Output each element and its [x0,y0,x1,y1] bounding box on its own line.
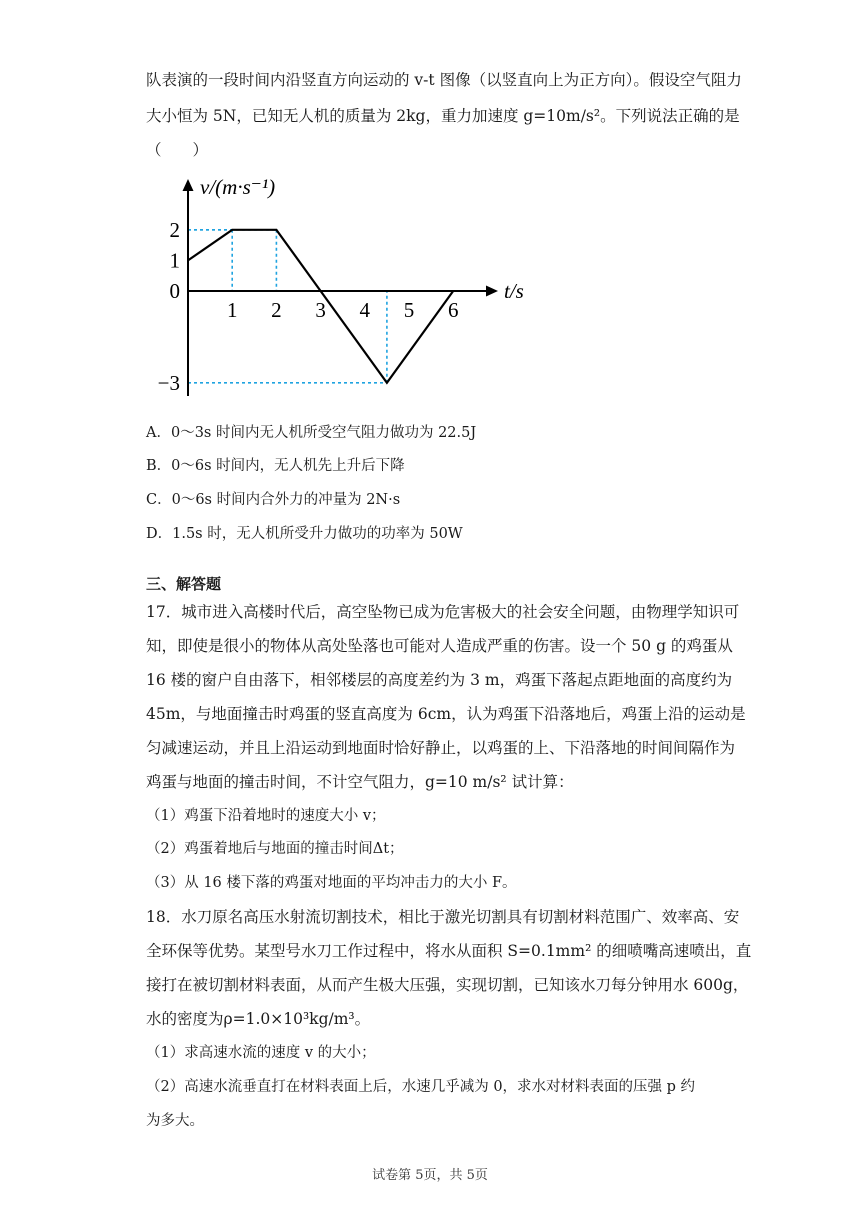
q18-part-1: （1）求高速水流的速度 v 的大小； [146,1045,376,1061]
q17-line-3: 16 楼的窗户自由落下，相邻楼层的高度差约为 3 m，鸡蛋下落起点距地面的高度约为 [146,671,733,689]
q18-line-2: 全环保等优势。某型号水刀工作过程中，将水从面积 S=0.1mm² 的细喷嘴高速喷出，直 [146,942,752,960]
y-axis-arrow [183,179,194,191]
q16-option-c: C．0～6s 时间内合外力的冲量为 2N·s [146,492,401,508]
q16-option-d: D．1.5s 时，无人机所受升力做功的功率为 50W [146,526,463,542]
q17-line-5: 匀减速运动，并且上沿运动到地面时恰好静止，以鸡蛋的上、下沿落地的时间间隔作为 [146,739,736,757]
q17-part-1: （1）鸡蛋下沿着地时的速度大小 v； [146,808,386,824]
x-tick-label: 2 [271,298,282,322]
x-tick-label: 5 [403,298,415,322]
vt-graph [157,170,536,402]
x-tick-label: 1 [226,298,238,322]
q17-line-2: 知，即使是很小的物体从高处坠落也可能对人造成严重的伤害。设一个 50 g 的鸡蛋从 [146,637,733,655]
q16-option-a: A．0～3s 时间内无人机所受空气阻力做功为 22.5J [146,425,477,441]
q17-part-2: （2）鸡蛋着地后与地面的撞击时间Δt； [146,841,404,857]
q18-part-2-cont: 为多大。 [146,1113,204,1129]
x-tick-label: 4 [359,298,371,322]
x-axis-arrow [486,286,498,297]
q16-text-line-2: 大小恒为 5N，已知无人机的质量为 2kg，重力加速度 g=10m/s²。下列说法正确的是 [146,107,740,125]
q17-line-6: 鸡蛋与地面的撞击时间，不计空气阻力，g=10 m/s² 试计算： [146,773,574,791]
q18-part-2: （2）高速水流垂直打在材料表面上后，水速几乎减为 0，求水对材料表面的压强 p 约 [146,1079,696,1095]
x-tick-label: 3 [315,298,326,322]
y-tick-label: 0 [169,279,180,303]
q17-line-1: 17．城市进入高楼时代后，高空坠物已成为危害极大的社会安全问题，由物理学知识可 [146,603,740,621]
y-axis-label: v/(m·s⁻¹) [200,175,276,199]
x-axis-label: t/s [504,279,524,303]
y-tick-label: 2 [169,217,180,242]
q18-line-3: 接打在被切割材料表面，从而产生极大压强，实现切割，已知该水刀每分钟用水 600g， [146,976,749,994]
y-tick-label: 1 [169,248,180,273]
section-title: 三、解答题 [146,575,222,593]
q18-line-4: 水的密度为ρ=1.0×10³kg/m³。 [146,1010,371,1028]
x-tick-label: 6 [447,298,459,322]
y-tick-label: −3 [157,370,180,395]
q16-option-b: B．0～6s 时间内，无人机先上升后下降 [146,458,405,474]
q16-answer-bracket: （ ） [146,141,209,159]
q17-line-4: 45m，与地面撞击时鸡蛋的竖直高度为 6cm，认为鸡蛋下沿落地后，鸡蛋上沿的运动是 [146,705,746,723]
q17-part-3: （3）从 16 楼下落的鸡蛋对地面的平均冲击力的大小 F。 [146,875,517,891]
page-footer: 试卷第 5页，共 5页 [372,1168,488,1183]
q18-line-1: 18．水刀原名高压水射流切割技术，相比于激光切割具有切割材料范围广、效率高、安 [146,908,740,926]
q16-text-line-1: 队表演的一段时间内沿竖直方向运动的 v-t 图像（以竖直向上为正方向）。假设空气阻力 [146,71,742,89]
